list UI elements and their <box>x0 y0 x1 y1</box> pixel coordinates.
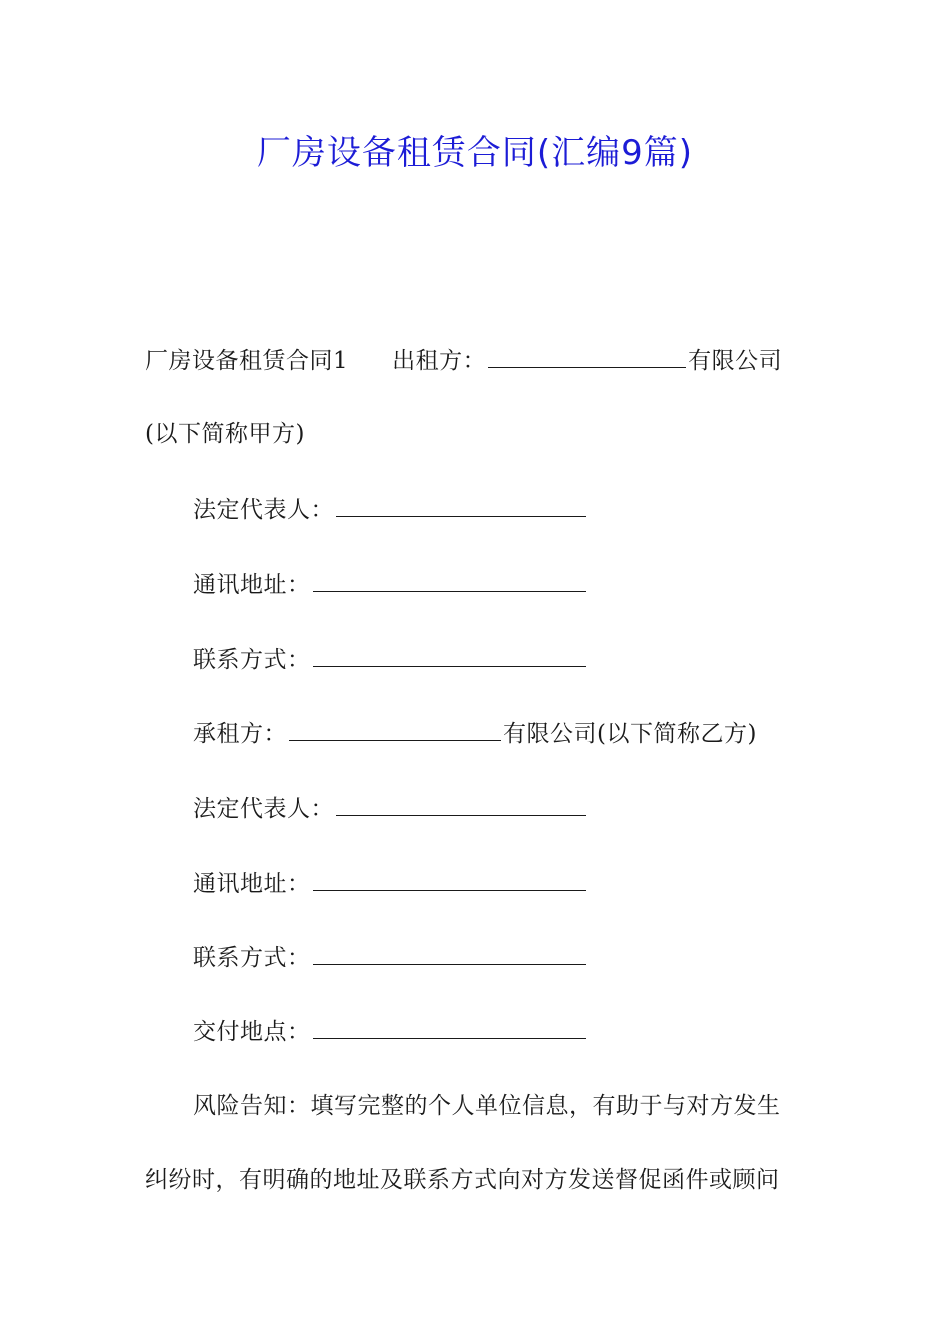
lessor-label: 出租方： <box>392 348 487 374</box>
lessee-contact-line <box>193 938 588 976</box>
lessee-line <box>193 714 757 752</box>
lessor-address-label: 通讯地址： <box>193 572 311 598</box>
lessee-legal-rep-line <box>193 789 588 827</box>
document-title: 厂房设备租赁合同(汇编9篇) <box>256 133 694 173</box>
lessor-suffix: 有限公司 <box>688 348 783 374</box>
delivery-location-blank <box>313 1012 586 1039</box>
delivery-location-line <box>193 1012 588 1050</box>
lessee-contact-label: 联系方式： <box>193 945 311 971</box>
lessee-suffix: 有限公司(以下简称乙方) <box>503 721 757 747</box>
lessor-legal-rep-blank <box>336 490 586 517</box>
risk-notice-line-1: 风险告知：填写完整的个人单位信息，有助于与对方发生 <box>193 1093 781 1119</box>
lessee-label: 承租方： <box>193 721 287 747</box>
lessor-legal-rep-label: 法定代表人： <box>193 497 334 523</box>
lessee-legal-rep-blank <box>336 789 586 816</box>
lessor-legal-rep-line <box>193 490 588 528</box>
lessor-note: (以下简称甲方) <box>145 421 305 447</box>
lessee-legal-rep-label: 法定代表人： <box>193 796 334 822</box>
contract-heading: 厂房设备租赁合同1 <box>145 348 349 374</box>
lessor-contact-line <box>193 640 588 678</box>
lessee-address-label: 通讯地址： <box>193 871 311 897</box>
contract-intro-line <box>145 341 782 379</box>
lessee-address-line <box>193 864 588 902</box>
lessor-address-blank <box>313 565 586 592</box>
lessee-address-blank <box>313 864 586 891</box>
lessor-name-blank <box>488 341 686 368</box>
risk-notice-line-2: 纠纷时，有明确的地址及联系方式向对方发送督促函件或顾问 <box>145 1167 780 1193</box>
lessee-name-blank <box>289 714 501 741</box>
lessor-contact-blank <box>313 640 586 667</box>
lessee-contact-blank <box>313 938 586 965</box>
lessor-address-line <box>193 565 588 603</box>
lessor-contact-label: 联系方式： <box>193 647 311 673</box>
delivery-location-label: 交付地点： <box>193 1019 311 1045</box>
